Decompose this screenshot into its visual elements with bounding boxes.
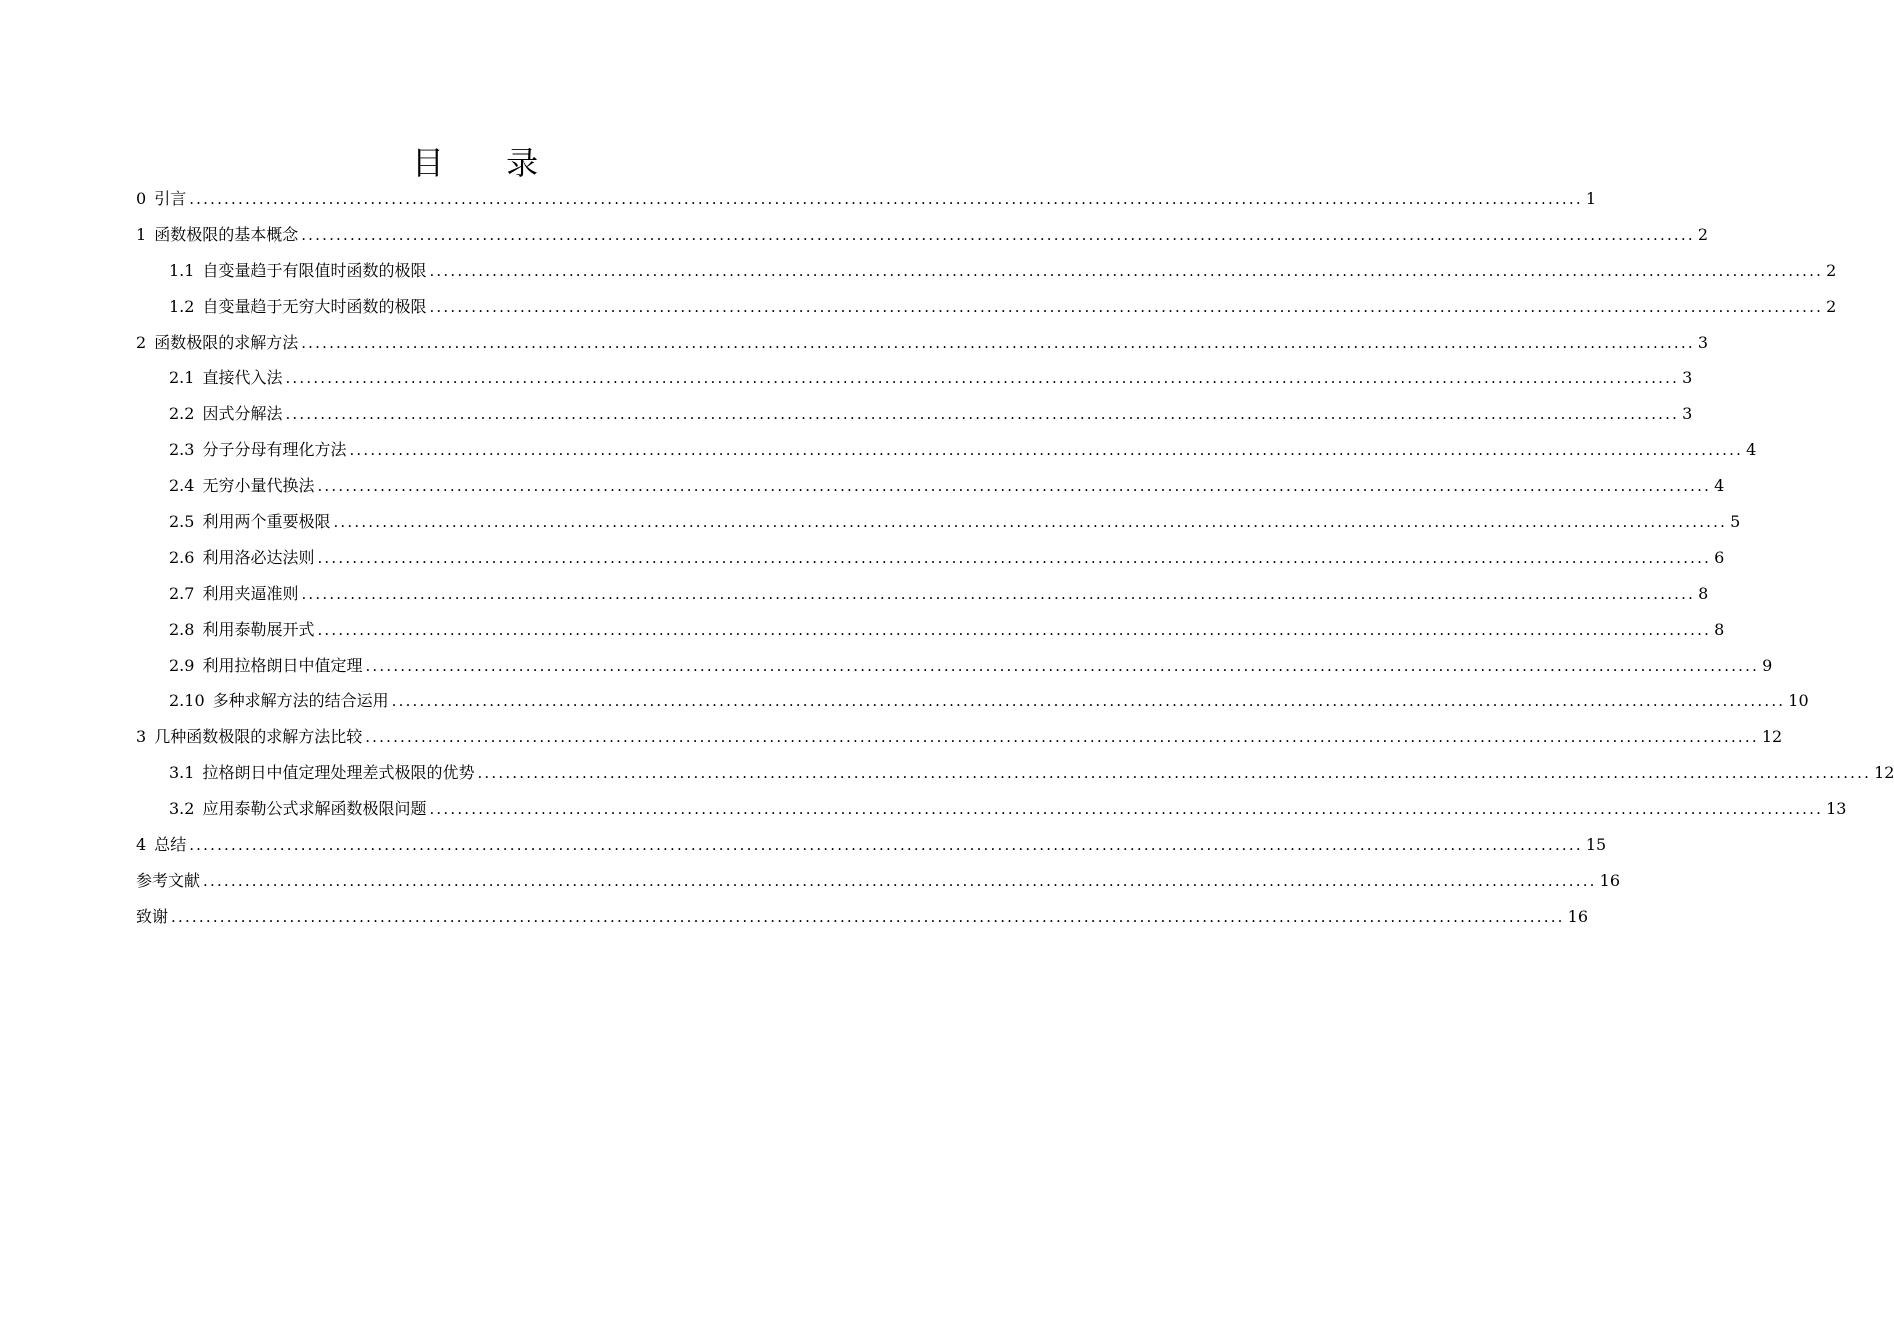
- toc-entry-title: 直接代入法: [202, 368, 283, 388]
- toc-entry-title: 参考文献: [136, 870, 201, 890]
- toc-leader-dots: ........................................................................................................................................................................................................: [429, 800, 1824, 819]
- toc-entry-page-number: 9: [1762, 655, 1773, 675]
- toc-entry[interactable]: [136, 360, 1693, 396]
- toc-entry[interactable]: [136, 253, 1837, 289]
- toc-entry-title: 引言: [154, 189, 187, 208]
- toc-entry-title: 利用洛必达法则: [202, 547, 315, 567]
- toc-entry-number: 1: [136, 224, 147, 244]
- toc-leader-dots: ........................................................................................................................................................................................................: [171, 907, 1565, 926]
- toc-entry-title: 自变量趋于有限值时函数的极限: [202, 260, 427, 280]
- toc-entry[interactable]: [136, 612, 1725, 648]
- toc-leader-dots: ........................................................................................................................................................................................................: [285, 405, 1680, 424]
- toc-leader-dots: ........................................................................................................................................................................................................: [285, 369, 1680, 388]
- toc-entry[interactable]: [136, 396, 1693, 432]
- toc-leader-dots: ........................................................................................................................................................................................................: [317, 548, 1712, 567]
- toc-entry-number: 2.10: [169, 691, 205, 711]
- toc-entry-page-number: 4: [1746, 440, 1757, 460]
- toc-entry-number: 2.9: [169, 655, 195, 675]
- toc-entry-title: 总结: [154, 835, 187, 855]
- toc-leader-dots: ........................................................................................................................................................................................................: [301, 225, 1695, 244]
- toc-entry-page-number: 5: [1730, 512, 1741, 532]
- toc-entry-number: 3.1: [169, 763, 195, 783]
- toc-leader-dots: ........................................................................................................................................................................................................: [317, 620, 1712, 639]
- toc-entry[interactable]: [136, 648, 1773, 684]
- toc-entry[interactable]: [136, 217, 1709, 253]
- toc-leader-dots: ........................................................................................................................................................................................................: [189, 836, 1583, 855]
- page-title: 目 录: [411, 144, 565, 182]
- toc-entry[interactable]: [136, 289, 1837, 325]
- toc-entry-page-number: 10: [1788, 691, 1809, 711]
- toc-entry-page-number: 16: [1599, 870, 1620, 890]
- toc-entry[interactable]: [136, 827, 1607, 863]
- toc-entry-number: 3.2: [169, 799, 195, 819]
- toc-entry-number: 2.5: [169, 512, 195, 532]
- toc-entry-page-number: 12: [1761, 727, 1783, 747]
- toc-entry-page-number: 4: [1714, 476, 1725, 496]
- toc-entry-title: 致谢: [136, 906, 169, 926]
- toc-leader-dots: ........................................................................................................................................................................................................: [333, 513, 1728, 532]
- toc-entry-title: 无穷小量代换法: [202, 476, 315, 496]
- toc-entry-number: 2.3: [169, 440, 195, 460]
- toc-leader-dots: ........................................................................................................................................................................................................: [365, 728, 1759, 747]
- toc-entry-title: 应用泰勒公式求解函数极限问题: [202, 799, 427, 819]
- toc-entry[interactable]: [136, 432, 1757, 468]
- toc-entry[interactable]: [136, 181, 1597, 217]
- toc-leader-dots: ........................................................................................................................................................................................................: [301, 333, 1695, 352]
- toc-entry-page-number: 2: [1697, 224, 1709, 244]
- toc-entry-number: 4: [136, 835, 147, 855]
- toc-entry-page-number: 15: [1585, 835, 1607, 855]
- toc-entry-number: 2.8: [169, 619, 195, 639]
- toc-entry-title: 利用夹逼准则: [202, 583, 299, 603]
- toc-entry-number: 3: [136, 727, 147, 747]
- toc-entry-page-number: 2: [1826, 296, 1837, 316]
- toc-entry-page-number: 16: [1567, 906, 1588, 926]
- toc-entry-page-number: 3: [1682, 404, 1693, 424]
- toc-leader-dots: ........................................................................................................................................................................................................: [429, 261, 1824, 280]
- toc-entry[interactable]: [136, 719, 1783, 755]
- toc-entry-page-number: 6: [1714, 547, 1725, 567]
- toc-entry[interactable]: [136, 576, 1709, 612]
- toc-entry-page-number: 3: [1697, 332, 1709, 352]
- toc-leader-dots: ........................................................................................................................................................................................................: [365, 656, 1760, 675]
- toc-leader-dots: ........................................................................................................................................................................................................: [189, 190, 1583, 208]
- toc-entry-title: 函数极限的基本概念: [154, 224, 299, 244]
- toc-entry-title: 函数极限的求解方法: [154, 332, 299, 352]
- toc-entry-title: 拉格朗日中值定理处理差式极限的优势: [202, 763, 475, 783]
- toc-entry[interactable]: [136, 540, 1725, 576]
- toc-entry-title: 利用泰勒展开式: [202, 619, 315, 639]
- toc-entry-number: 1.1: [169, 260, 195, 280]
- toc-entry-number: 2.6: [169, 547, 195, 567]
- toc-entry-page-number: 1: [1585, 189, 1597, 208]
- toc-entry[interactable]: [136, 325, 1709, 361]
- toc-entry-title: 利用拉格朗日中值定理: [202, 655, 363, 675]
- toc-entry-title: 几种函数极限的求解方法比较: [154, 727, 363, 747]
- toc-entry-page-number: 13: [1826, 799, 1847, 819]
- toc-entry-page-number: 8: [1714, 619, 1725, 639]
- toc-leader-dots: ........................................................................................................................................................................................................: [203, 871, 1597, 890]
- toc-leader-dots: ........................................................................................................................................................................................................: [391, 692, 1786, 711]
- toc-entry-title: 多种求解方法的结合运用: [212, 691, 389, 711]
- toc-entry-title: 利用两个重要极限: [202, 512, 331, 532]
- table-of-contents: [136, 181, 1894, 935]
- toc-entry[interactable]: [136, 755, 1894, 791]
- toc-entry[interactable]: [136, 899, 1588, 935]
- toc-entry-number: 2.7: [169, 583, 195, 603]
- toc-entry[interactable]: [136, 468, 1725, 504]
- toc-entry-page-number: 2: [1826, 260, 1837, 280]
- toc-entry[interactable]: [136, 863, 1620, 899]
- toc-entry-number: 2: [136, 332, 147, 352]
- toc-entry-number: 2.1: [169, 368, 195, 388]
- toc-leader-dots: ........................................................................................................................................................................................................: [317, 477, 1712, 496]
- toc-entry-number: 2.4: [169, 476, 195, 496]
- toc-entry-number: 1.2: [169, 296, 195, 316]
- toc-entry-page-number: 3: [1682, 368, 1693, 388]
- toc-leader-dots: ........................................................................................................................................................................................................: [301, 584, 1696, 603]
- toc-leader-dots: ........................................................................................................................................................................................................: [429, 297, 1824, 316]
- toc-entry-title: 自变量趋于无穷大时函数的极限: [202, 296, 427, 316]
- toc-leader-dots: ........................................................................................................................................................................................................: [477, 764, 1872, 783]
- toc-entry[interactable]: [136, 504, 1741, 540]
- toc-entry-page-number: 8: [1698, 583, 1709, 603]
- toc-entry-number: 2.2: [169, 404, 195, 424]
- toc-entry[interactable]: [136, 791, 1847, 827]
- toc-entry-number: 0: [136, 189, 147, 208]
- toc-entry[interactable]: [136, 683, 1809, 719]
- toc-leader-dots: ........................................................................................................................................................................................................: [349, 441, 1744, 460]
- toc-entry-page-number: 12: [1874, 763, 1894, 783]
- toc-entry-title: 分子分母有理化方法: [202, 440, 347, 460]
- toc-entry-title: 因式分解法: [202, 404, 283, 424]
